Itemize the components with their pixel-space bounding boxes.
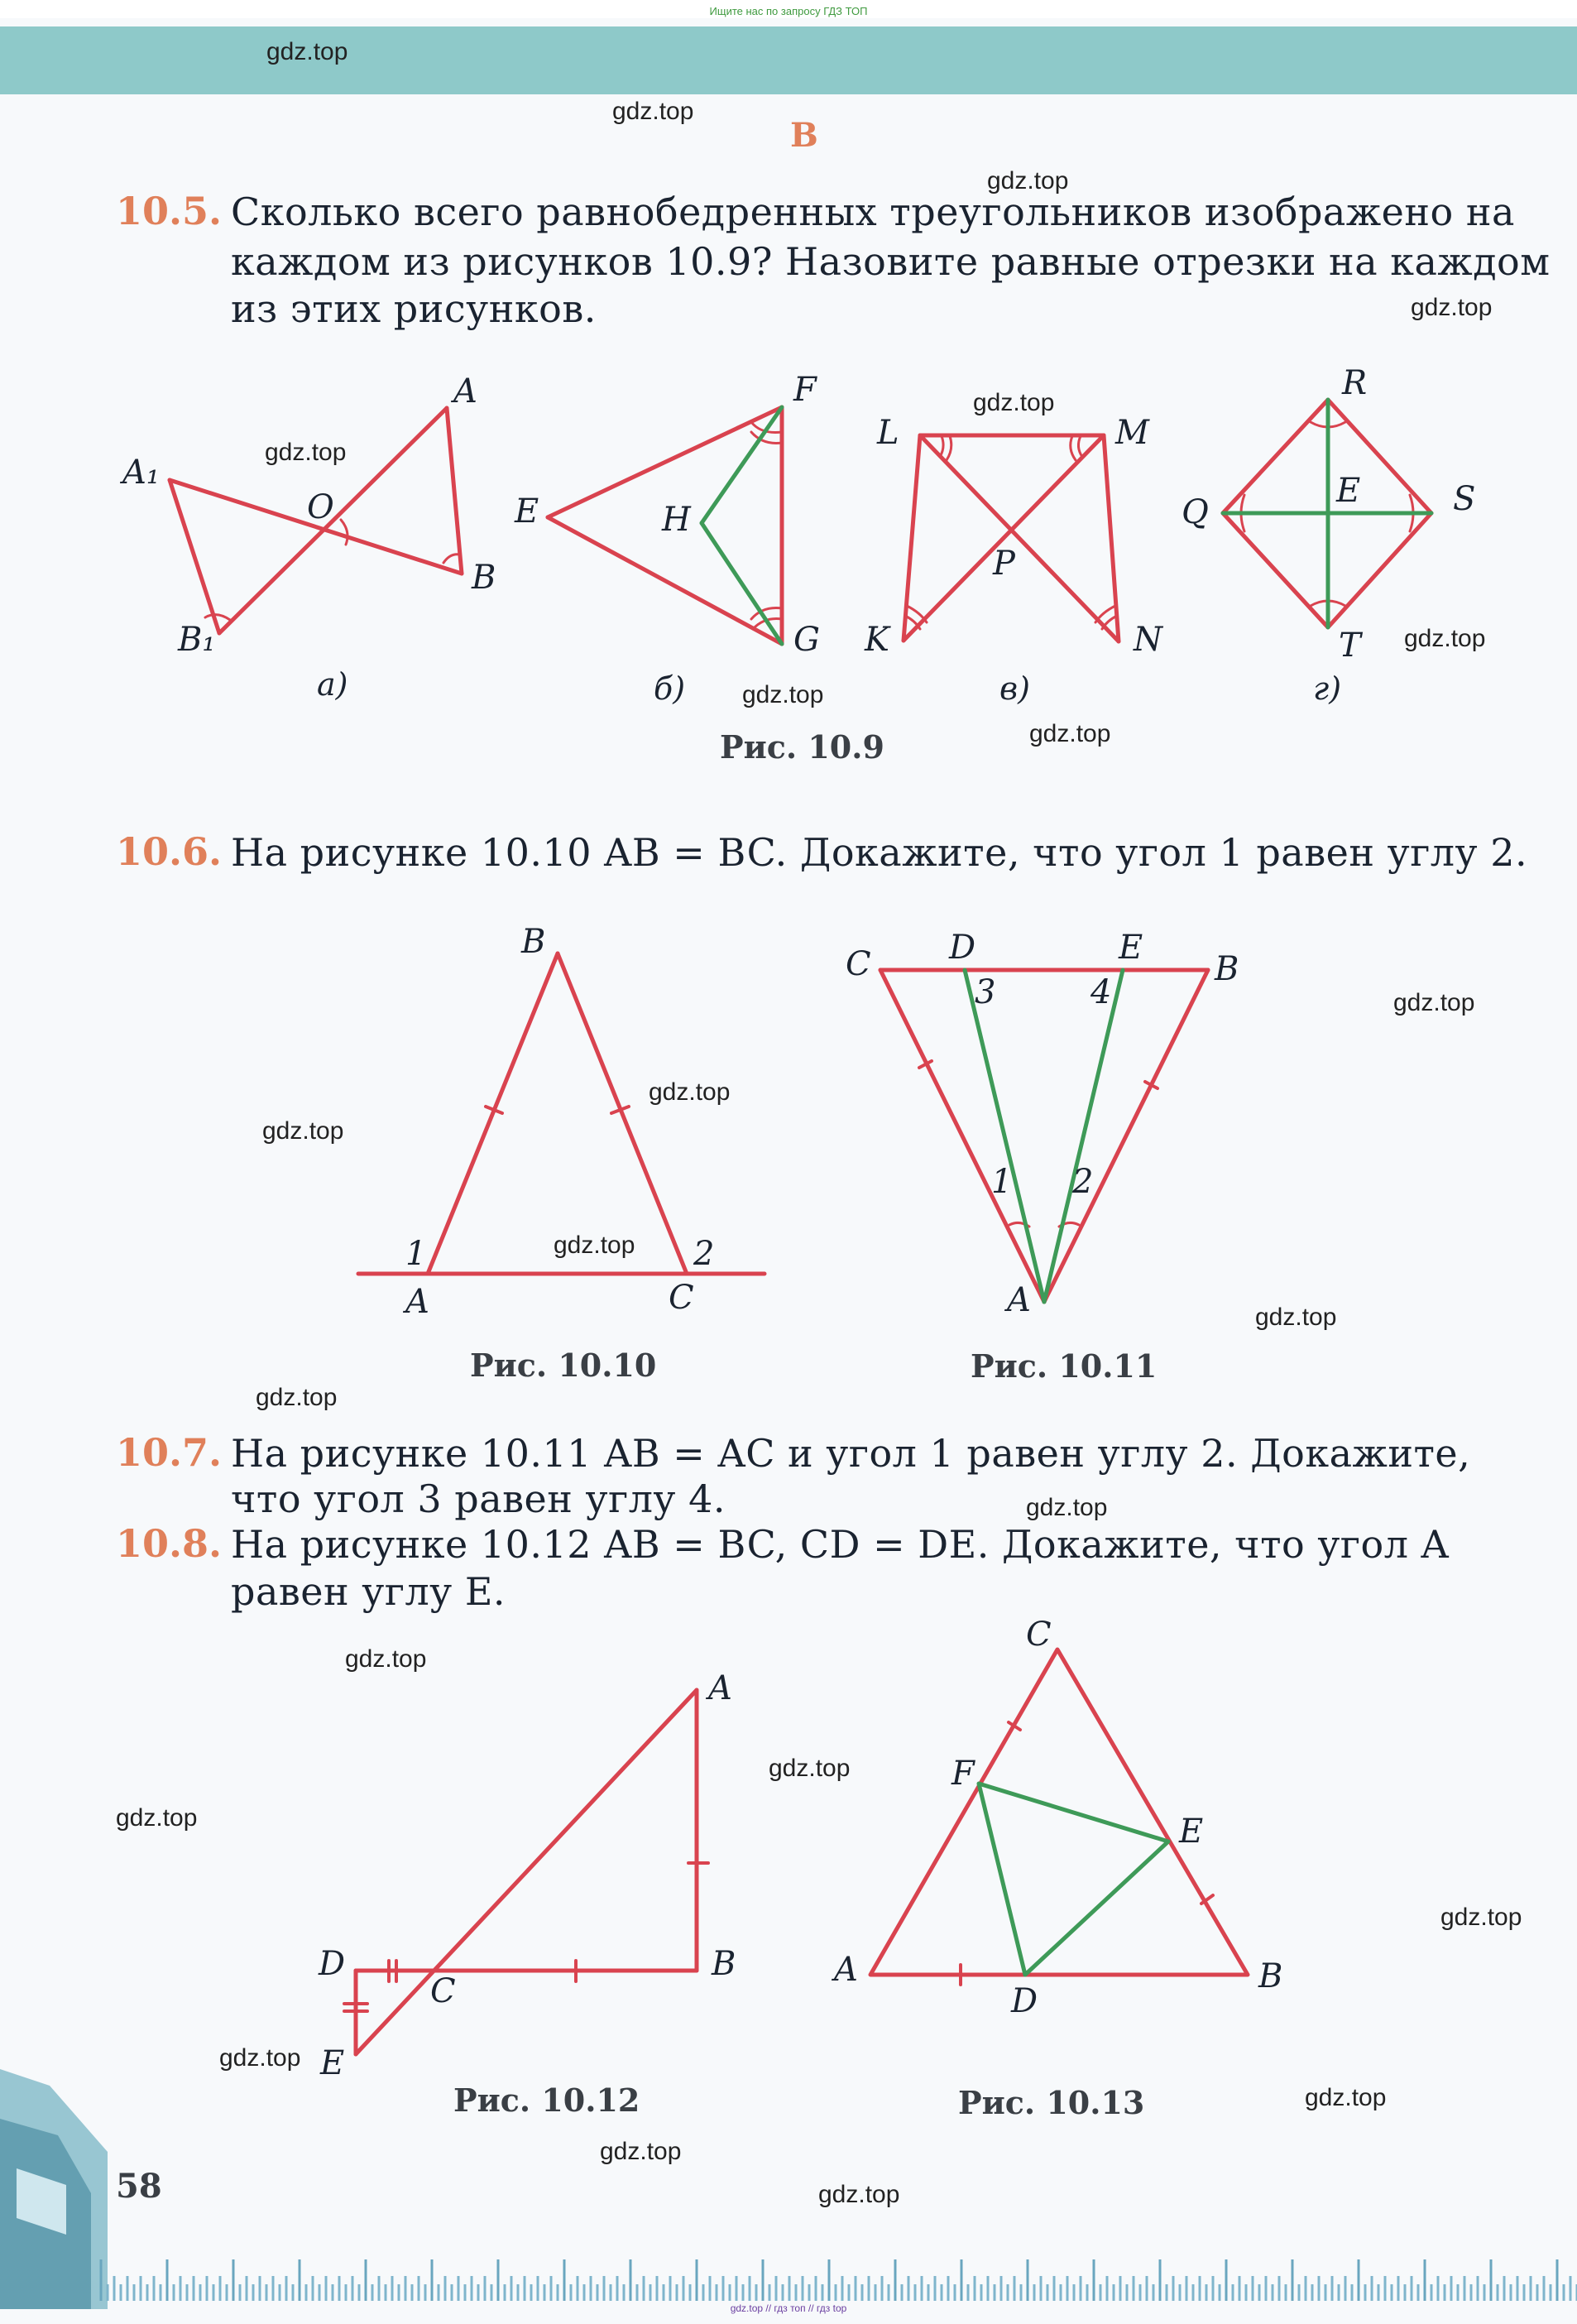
label-a: A [405, 1283, 429, 1321]
caption-fig-10-11: Рис. 10.11 [971, 1347, 1158, 1385]
watermark: gdz.top [769, 1755, 851, 1782]
watermark: gdz.top [1305, 2084, 1387, 2111]
label-d: D [949, 929, 976, 967]
label-angle-3: 3 [975, 973, 996, 1011]
label-angle-2: 2 [1072, 1163, 1094, 1201]
label-n: N [1134, 621, 1162, 659]
sublabel-a: а) [317, 666, 348, 703]
label-angle-4: 4 [1090, 973, 1112, 1011]
problem-number: 10.6. [116, 829, 223, 874]
sublabel-b: б) [654, 670, 686, 707]
sublabel-g: г) [1313, 670, 1342, 707]
watermark: gdz.top [1411, 294, 1493, 321]
label-e: E [1179, 1813, 1204, 1851]
sublabel-v: в) [999, 670, 1030, 707]
problem-text-line: На рисунке 10.11 AB = AC и угол 1 равен углу 2. Докажите, [231, 1431, 1471, 1476]
label-c: C [1026, 1616, 1052, 1654]
caption-fig-10-9: Рис. 10.9 [720, 728, 884, 766]
caption-fig-10-12: Рис. 10.12 [453, 2082, 640, 2119]
label-p: P [993, 545, 1015, 583]
search-hint[interactable]: Ищите нас по запросу ГДЗ ТОП [709, 5, 868, 17]
footer-links[interactable]: gdz.top // гдз топ // гдз top [730, 2302, 847, 2314]
label-g: G [793, 621, 820, 659]
label-e: E [1119, 929, 1143, 967]
label-e-center: E [1336, 472, 1361, 510]
label-b: B [1215, 950, 1239, 988]
label-b: B [712, 1945, 736, 1983]
watermark: gdz.top [1029, 720, 1111, 747]
watermark: gdz.top [256, 1384, 338, 1411]
label-angle-1: 1 [991, 1163, 1013, 1201]
label-b: B [472, 559, 496, 597]
watermark: gdz.top [265, 439, 347, 466]
problem-number: 10.5. [116, 189, 223, 233]
label-l: L [877, 414, 899, 452]
section-letter: В [790, 116, 818, 155]
watermark: gdz.top [219, 2044, 301, 2072]
label-a: A [834, 1951, 858, 1989]
problem-text-line: каждом из рисунков 10.9? Назовите равные отрезки на каждом [231, 239, 1551, 284]
label-m: M [1115, 414, 1149, 452]
watermark: gdz.top [1440, 1904, 1522, 1931]
label-k: K [865, 621, 889, 659]
problem-text-line: что угол 3 равен углу 4. [231, 1477, 726, 1521]
label-c: C [430, 1972, 456, 2010]
caption-fig-10-13: Рис. 10.13 [958, 2084, 1145, 2121]
label-a1: A₁ [122, 454, 160, 492]
watermark: gdz.top [345, 1645, 427, 1673]
label-a: A [453, 372, 477, 411]
label-c: C [669, 1279, 694, 1317]
label-f: F [793, 371, 817, 409]
watermark: gdz.top [649, 1078, 731, 1106]
label-s: S [1453, 480, 1476, 518]
label-r: R [1342, 364, 1368, 402]
watermark: gdz.top [742, 681, 824, 708]
caption-fig-10-10: Рис. 10.10 [470, 1347, 657, 1384]
watermark: gdz.top [600, 2138, 682, 2165]
label-f: F [951, 1755, 975, 1793]
label-angle-1: 1 [405, 1235, 427, 1273]
label-c: C [846, 945, 871, 983]
label-e: E [515, 492, 539, 531]
problem-text-line: На рисунке 10.10 AB = BC. Докажите, что угол 1 равен углу 2. [231, 830, 1528, 875]
watermark: gdz.top [987, 167, 1069, 194]
label-e: E [320, 2044, 345, 2082]
label-h: H [662, 501, 691, 539]
watermark: gdz.top [1026, 1494, 1108, 1521]
label-d: D [319, 1945, 346, 1983]
watermark: gdz.top [554, 1232, 635, 1259]
label-q: Q [1182, 493, 1209, 531]
page-number: 58 [116, 2167, 162, 2206]
label-a: A [708, 1669, 732, 1707]
watermark: gdz.top [262, 1117, 344, 1145]
watermark: gdz.top [266, 38, 348, 65]
ruler-strip [99, 2226, 1577, 2301]
problem-number: 10.7. [116, 1430, 223, 1475]
watermark: gdz.top [116, 1804, 198, 1832]
watermark: gdz.top [1255, 1304, 1337, 1331]
watermark: gdz.top [973, 389, 1055, 416]
problem-text-line: Сколько всего равнобедренных треугольников изображено на [231, 190, 1515, 234]
problem-number: 10.8. [116, 1521, 223, 1566]
label-b: B [1258, 1957, 1283, 1995]
watermark: gdz.top [612, 98, 694, 125]
watermark: gdz.top [1393, 989, 1475, 1016]
watermark: gdz.top [818, 2181, 900, 2208]
label-b1: B₁ [178, 621, 216, 659]
problem-text-line: На рисунке 10.12 AB = BC, CD = DE. Докажите, что угол A [231, 1522, 1450, 1567]
label-angle-2: 2 [693, 1235, 715, 1273]
label-d: D [1011, 1982, 1038, 2020]
problem-text-line: равен углу E. [231, 1569, 506, 1614]
label-o: O [307, 488, 334, 526]
label-a: A [1007, 1281, 1031, 1319]
label-b: B [521, 923, 546, 961]
watermark: gdz.top [1404, 625, 1486, 652]
problem-text-line: из этих рисунков. [231, 286, 597, 331]
label-t: T [1339, 627, 1361, 665]
